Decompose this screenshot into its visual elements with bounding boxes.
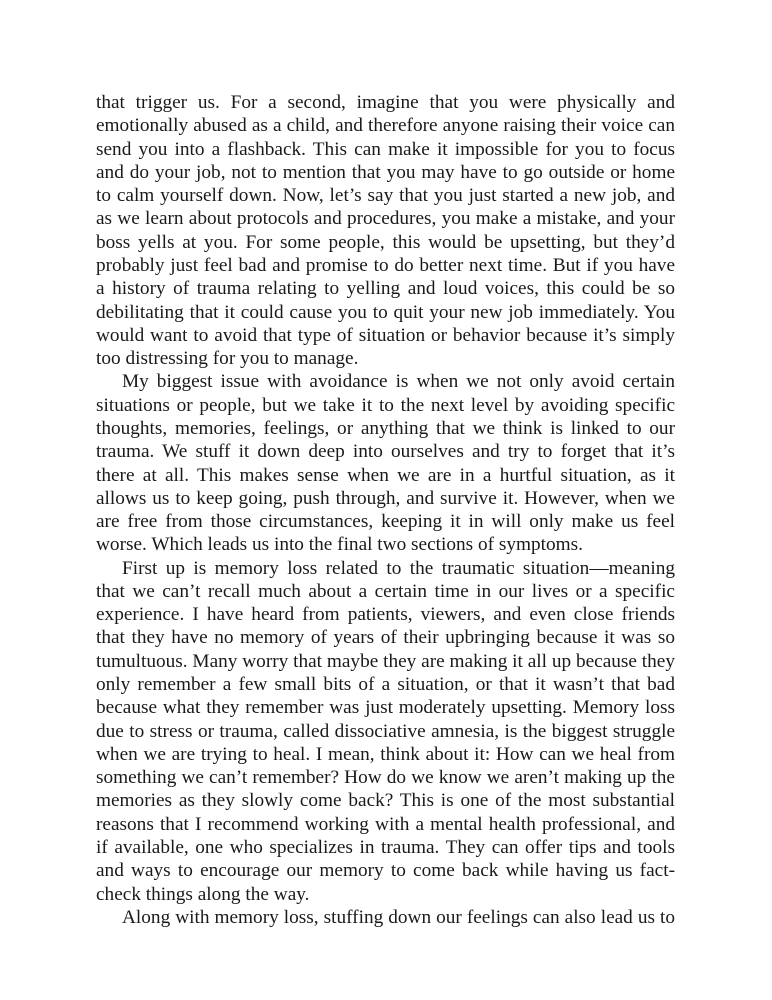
paragraph-avoidance: My biggest issue with avoidance is when we not only avoid certain situations or people, but we take it to the next level by avoiding specific thoughts, memories, feelings, or anything that we think is linked to our trauma. We stuff it down deep into ourselves and try to forget that it’s there at all. This makes sense when we are in a hurtful situation, as it allows us to keep going, push through, and survive it. However, when we are free from those circumstances, keeping it in will only make us feel worse. Which leads us into the final two sections of symptoms. <box>96 371 675 556</box>
body-text <box>96 91 675 929</box>
paragraph-memory-loss: First up is memory loss related to the traumatic situation—meaning that we can’t recall much about a certain time in our lives or a specific experience. I have heard from patients, viewers, and even close friends that they have no memory of years of their upbringing because it was so tumultuous. Many worry that maybe they are making it all up because they only remember a few small bits of a situation, or that it wasn’t that bad because what they remember was just moderately upsetting. Memory loss due to stress or trauma, called dissociative amnesia, is the biggest struggle when we are trying to heal. I mean, think about it: How can we heal from something we can’t remember? How do we know we aren’t making up the memories as they slowly come back? This is one of the most substantial reasons that I recommend working with a mental health professional, and if available, one who specializes in trauma. They can offer tips and tools and ways to encourage our memory to come back while having us fact-check things along the way. <box>96 557 675 905</box>
paragraph-feelings: Along with memory loss, stuffing down our feelings can also lead us to <box>122 906 675 928</box>
paragraph-continued: that trigger us. For a second, imagine that you were physically and emotionally abused as a child, and therefore anyone raising their voice can send you into a flashback. This can make it impossible for you to focus and do your job, not to mention that you may have to go outside or home to calm yourself down. Now, let’s say that you just started a new job, and as we learn about protocols and procedures, you make a mistake, and your boss yells at you. For some people, this would be upsetting, but they’d probably just feel bad and promise to do better next time. But if you have a history of trauma relating to yelling and loud voices, this could be so debilitating that it could cause you to quit your new job immediately. You would want to avoid that type of situation or behavior because it’s simply too distressing for you to manage. <box>96 92 675 370</box>
